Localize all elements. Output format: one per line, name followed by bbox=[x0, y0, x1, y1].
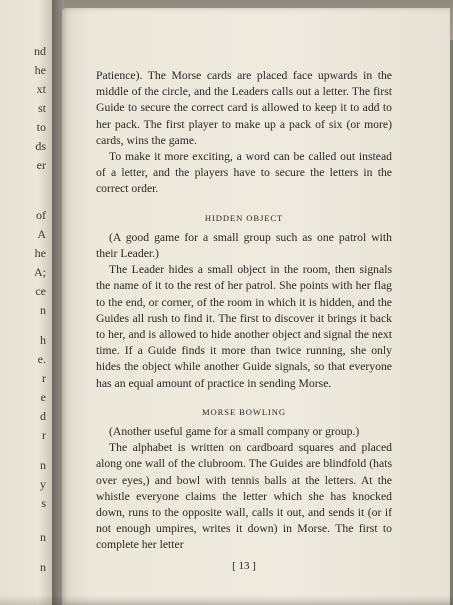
left-page-fragment: xt bbox=[36, 82, 46, 96]
left-page-fragment: st bbox=[37, 101, 46, 115]
left-page-fragment: n bbox=[40, 530, 46, 544]
left-page-fragment: he bbox=[34, 246, 46, 260]
left-page-fragment: nd bbox=[34, 44, 46, 58]
left-page-fragment: r bbox=[42, 428, 46, 442]
left-page-fragment: y bbox=[40, 477, 46, 491]
section-heading-morse-bowling: MORSE BOWLING bbox=[201, 406, 287, 417]
left-page-fragment: ds bbox=[35, 139, 46, 153]
left-page-fragment: to bbox=[36, 120, 46, 134]
left-page-fragment: d bbox=[40, 409, 46, 423]
page-number: [ 13 ] bbox=[232, 560, 256, 572]
bottom-shadow bbox=[0, 595, 453, 605]
hidden-object-paragraph: The Leader hides a small object in the room, then signals the name of it to the rest of her patrol. She points with her flag to the end, or corner, of the room in which it is hidden, and the Guides all rush to find it. The first to discover it brings it back to her, and is allowed to hide another object and signal the next time. If a Guide finds it more than twice running, she only hides the object while another Guide signals, so that everyone has an equal amount of practice in sending Morse. bbox=[96, 263, 392, 390]
left-page-fragment: n bbox=[40, 458, 46, 472]
left-page-fragment: s bbox=[41, 496, 46, 510]
left-page-fragment: A bbox=[37, 227, 46, 241]
morse-bowling-paragraph: (Another useful game for a small company or group.) bbox=[109, 425, 360, 439]
intro-paragraph: To make it more exciting, a word can be called out instead of a letter, and the players have to secure the letters in the correct order. bbox=[96, 150, 392, 196]
left-page-fragment: A; bbox=[34, 265, 46, 279]
left-page-fragment: ce bbox=[35, 284, 46, 298]
left-page-fragment: n bbox=[40, 560, 46, 574]
page-text bbox=[96, 68, 392, 554]
left-page-fragment: he bbox=[34, 63, 46, 77]
left-page-fragment: n bbox=[40, 303, 46, 317]
morse-bowling-paragraph: The alphabet is written on cardboard squares and placed along one wall of the clubroom. The Guides are blindfold (hats over eyes,) and bowl with tennis balls at the letters. At the whistle everyone claims the letter which she has knocked down, runs to the opposite wall, calls it out, and sends it (or if not enough umpires, writes it down) in Morse. The first to complete her letter bbox=[96, 441, 392, 552]
hidden-object-paragraph: (A good game for a small group such as one patrol with their Leader.) bbox=[96, 230, 392, 261]
left-page-fragment: e bbox=[40, 390, 46, 404]
left-page-fragment: of bbox=[36, 208, 46, 222]
left-page-fragment: r bbox=[42, 371, 46, 385]
section-heading-hidden-object: HIDDEN OBJECT bbox=[204, 212, 284, 223]
intro-paragraph: Patience). The Morse cards are placed face upwards in the middle of the circle, and the Leaders calls out a letter. The first Guide to secure the correct card is allowed to keep it to add to her pack. The first player to make up a pack of six (or more) cards, wins the game. bbox=[96, 69, 392, 147]
left-page-fragment: h bbox=[40, 333, 46, 347]
left-page bbox=[0, 0, 55, 605]
left-page-fragment: e. bbox=[37, 352, 46, 366]
left-page-fragment: er bbox=[36, 158, 46, 172]
